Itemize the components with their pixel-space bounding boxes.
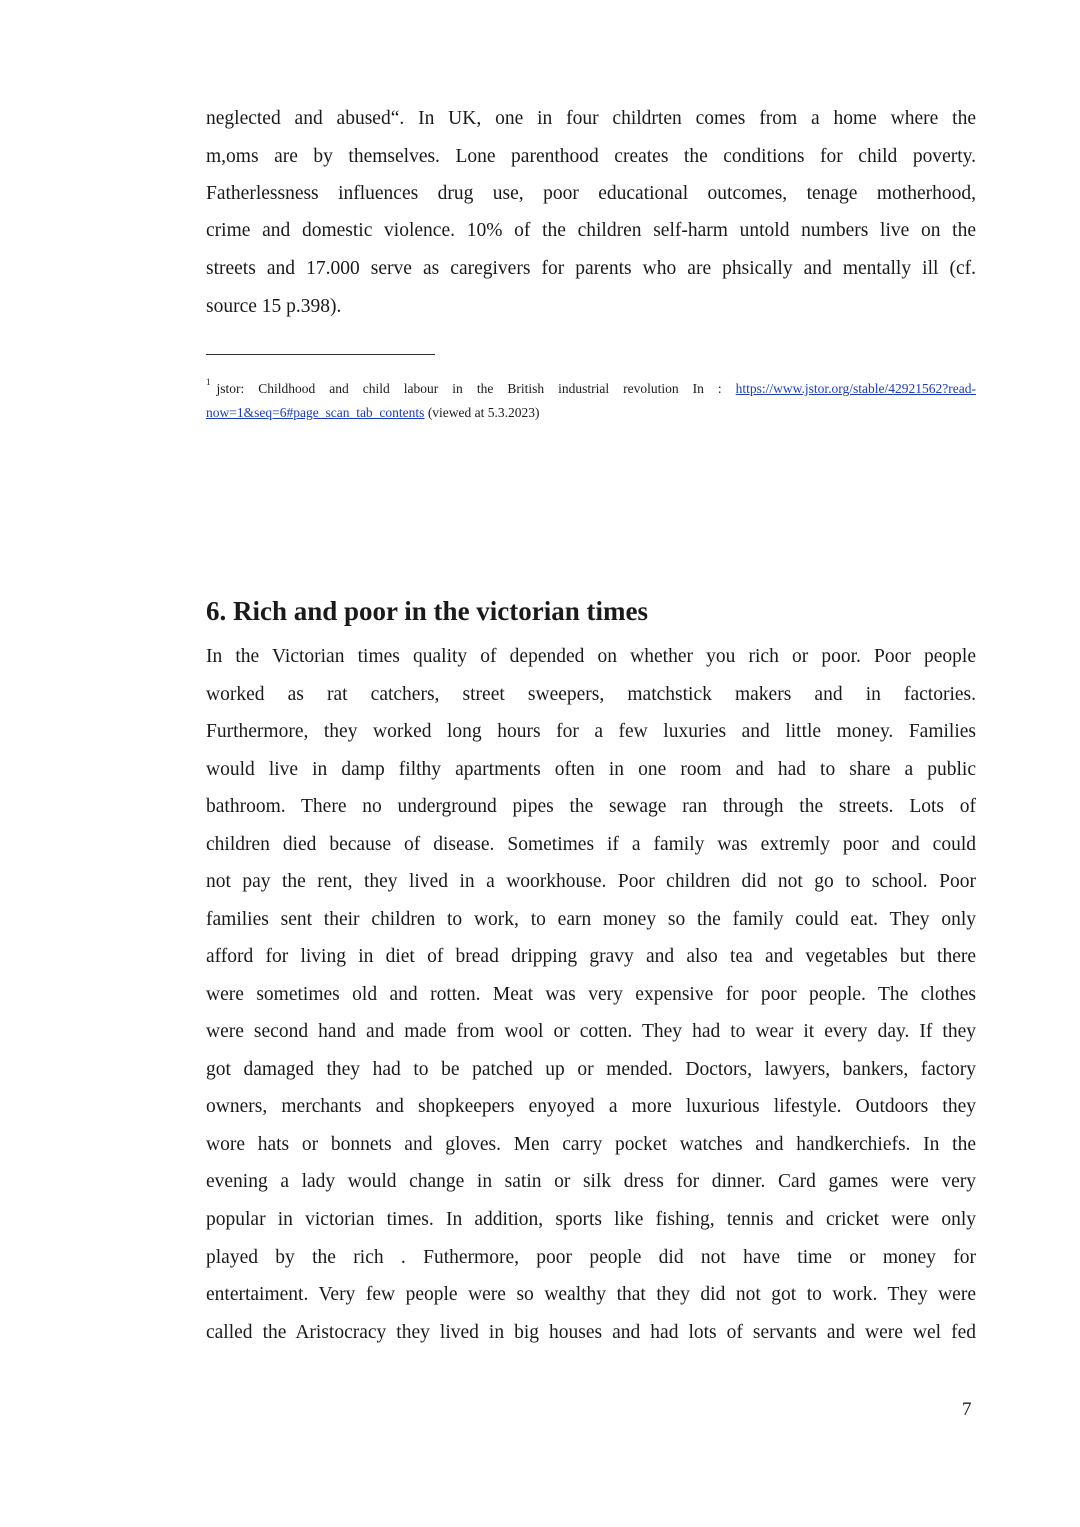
text-line: children died because of disease. Sometimes if a family was extremly poor and could: [206, 834, 976, 855]
text-line: neglected and abused“. In UK, one in four childrten comes from a home where the: [206, 108, 976, 129]
text-line: source 15 p.398).: [206, 296, 342, 317]
footnote-marker: 1: [206, 377, 211, 387]
text-line: entertaiment. Very few people were so wealthy that they did not got to work. They were: [206, 1284, 976, 1305]
text-line: crime and domestic violence. 10% of the children self-harm untold numbers live on the: [206, 220, 976, 241]
text-line: m,oms are by themselves. Lone parenthood creates the conditions for child poverty.: [206, 146, 976, 167]
footnote-line-1: [206, 373, 976, 398]
footnote-text: jstor: Childhood and child labour in the British industrial revolution In :: [216, 381, 722, 396]
text-line: wore hats or bonnets and gloves. Men carry pocket watches and handkerchiefs. In the: [206, 1134, 976, 1155]
text-line: Furthermore, they worked long hours for a few luxuries and little money. Families: [206, 721, 976, 742]
text-line: bathroom. There no underground pipes the sewage ran through the streets. Lots of: [206, 796, 976, 817]
footnote-separator: [206, 354, 435, 355]
page-number: 7: [962, 1399, 972, 1420]
text-line: owners, merchants and shopkeepers enyoyed a more luxurious lifestyle. Outdoors they: [206, 1096, 976, 1117]
text-line: families sent their children to work, to earn money so the family could eat. They only: [206, 909, 976, 930]
text-line: afford for living in diet of bread dripping gravy and also tea and vegetables but there: [206, 946, 976, 967]
text-line: Fatherlessness influences drug use, poor educational outcomes, tenage motherhood,: [206, 183, 976, 204]
text-line: got damaged they had to be patched up or mended. Doctors, lawyers, bankers, factory: [206, 1059, 976, 1080]
footnote-viewed-date: (viewed at 5.3.2023): [427, 405, 540, 420]
footnote-line-2: [206, 404, 976, 422]
text-line: popular in victorian times. In addition, sports like fishing, tennis and cricket were only: [206, 1209, 976, 1230]
text-line: streets and 17.000 serve as caregivers for parents who are phsically and mentally ill (cf.: [206, 258, 976, 279]
text-line: would live in damp filthy apartments often in one room and had to share a public: [206, 759, 976, 780]
text-line: evening a lady would change in satin or silk dress for dinner. Card games were very: [206, 1171, 976, 1192]
footnote-link[interactable]: https://www.jstor.org/stable/42921562?read-: [735, 381, 976, 396]
text-line: were second hand and made from wool or cotten. They had to wear it every day. If they: [206, 1021, 976, 1042]
text-line: played by the rich . Futhermore, poor people did not have time or money for: [206, 1247, 976, 1268]
text-line: were sometimes old and rotten. Meat was very expensive for poor people. The clothes: [206, 984, 976, 1005]
text-line: called the Aristocracy they lived in big houses and had lots of servants and were wel fed: [206, 1322, 976, 1343]
footnote-link-continued[interactable]: now=1&seq=6#page_scan_tab_contents: [206, 405, 425, 420]
text-line: worked as rat catchers, street sweepers, matchstick makers and in factories.: [206, 684, 976, 705]
section-heading: 6. Rich and poor in the victorian times: [206, 596, 649, 626]
text-line: In the Victorian times quality of depended on whether you rich or poor. Poor people: [206, 646, 976, 667]
text-line: not pay the rent, they lived in a woorkhouse. Poor children did not go to school. Poor: [206, 871, 976, 892]
